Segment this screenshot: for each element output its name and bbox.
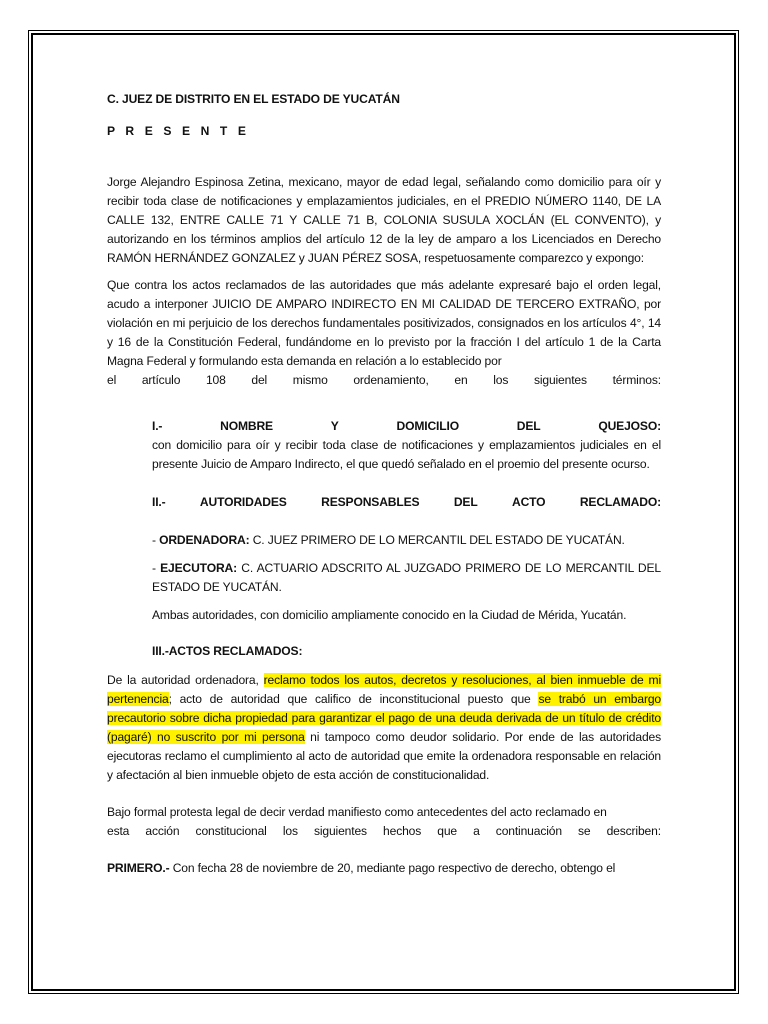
claim-word: ordenamiento, [353, 373, 429, 387]
ejecutora-label: EJECUTORA: [160, 561, 238, 575]
addressee: C. JUEZ DE DISTRITO EN EL ESTADO DE YUCATÁN [107, 92, 400, 106]
ordenadora-label: ORDENADORA: [159, 533, 250, 547]
ejecutora-line: - EJECUTORA: C. ACTUARIO ADSCRITO AL JUZGADO PRIMERO DE LO MERCANTIL DEL ESTADO DE YUCATÁN. [152, 561, 661, 594]
claim-word: los [493, 373, 509, 387]
highlight-1: reclamo todos los autos, decretos y resoluciones, al bien inmueble de mi pertenencia [107, 673, 662, 706]
heading-word: DEL [453, 495, 478, 509]
protesta-word: continuación [495, 824, 562, 838]
presente-heading: P R E S E N T E [107, 124, 250, 138]
heading-word: QUEJOSO: [598, 419, 661, 433]
intro-paragraph: Jorge Alejandro Espinosa Zetina, mexicano, mayor de edad legal, señalando como domicilio para oír y recibir toda clase de notificaciones y emplazamientos judiciales, en el PREDIO NÚMERO 1140, DE LA CALLE 132, ENTRE CALLE 71 Y CALLE 71 B, COLONIA SUSULA XOCLÁN (EL CONVENTO), y autorizando en los términos amplios del artículo 12 de la ley de amparo a los Licenciados en Derecho RAMÓN HERNÁNDEZ GONZALEZ y JUAN PÉREZ SOSA, respetuosamente comparezco y expongo: [107, 175, 661, 265]
actos-text: De la autoridad ordenadora, [107, 673, 264, 687]
protesta-word: los [282, 824, 298, 838]
heading-word: ACTO [511, 495, 546, 509]
heading-word: DOMICILIO [396, 419, 459, 433]
protesta-word: constitucional [195, 824, 267, 838]
protesta-word: siguientes [313, 824, 367, 838]
claim-word: términos: [612, 373, 661, 387]
claim-word: en [454, 373, 468, 387]
heading-word: RESPONSABLES [321, 495, 420, 509]
claim-word: el [107, 373, 117, 387]
protesta-word: a [473, 824, 480, 838]
ambas-autoridades: Ambas autoridades, con domicilio ampliamente conocido en la Ciudad de Mérida, Yucatán. [152, 608, 627, 622]
claim-text: Que contra los actos reclamados de las autoridades que más adelante expresaré bajo el orden legal, acudo a interponer JUICIO DE AMPARO INDIRECTO EN MI CALIDAD DE TERCERO EXTRAÑO, por violación en mi perjuicio de los derechos fundamentales positivizados, consignados en los artículos 4°, 14 y 16 de la Constitución Federal, fundándome en lo previsto por la fracción I del artículo 1 de la Carta Magna Federal y formulando esta demanda en relación a lo establecido por [107, 278, 661, 368]
ordenadora-text: C. JUEZ PRIMERO DE LO MERCANTIL DEL ESTADO DE YUCATÁN. [252, 533, 625, 547]
section1-heading [152, 417, 661, 436]
claim-paragraph [107, 276, 661, 390]
protesta-word: hechos [383, 824, 422, 838]
protesta-last-line [107, 822, 661, 841]
ordenadora-line: - ORDENADORA: C. JUEZ PRIMERO DE LO MERCANTIL DEL ESTADO DE YUCATÁN. [152, 533, 625, 547]
claim-word: siguientes [533, 373, 587, 387]
section-quejoso [152, 417, 661, 661]
protesta-text: Bajo formal protesta legal de decir verdad manifiesto como antecedentes del acto reclamado en [107, 805, 607, 819]
primero-text: Con fecha 28 de noviembre de 20, mediante pago respectivo de derecho, obtengo el [169, 861, 616, 875]
protesta-word: acción [145, 824, 180, 838]
protesta-word: esta [107, 824, 130, 838]
claim-word: mismo [292, 373, 328, 387]
primero-label: PRIMERO.- [107, 861, 170, 875]
primero-paragraph [107, 859, 661, 878]
claim-last-line [107, 371, 661, 390]
heading-word: I.- [152, 419, 163, 433]
heading-word: NOMBRE [220, 419, 273, 433]
heading-word: Y [330, 419, 339, 433]
protesta-word: que [437, 824, 457, 838]
highlight-2: se trabó un embargo precautorio sobre dicha propiedad para garantizar el pago de una deuda derivada de un título de crédito (pagaré) no suscrito por mi persona [107, 692, 661, 744]
actos-text: ; acto de autoridad que califico de inconstitucional puesto que [168, 692, 539, 706]
heading-word: DEL [516, 419, 541, 433]
claim-word: del [251, 373, 268, 387]
ejecutora-text: C. ACTUARIO ADSCRITO AL JUZGADO PRIMERO DE LO MERCANTIL DEL ESTADO DE YUCATÁN. [152, 561, 661, 594]
protesta-paragraph [107, 803, 661, 841]
heading-word: II.- [152, 495, 166, 509]
protesta-word: se [578, 824, 591, 838]
heading-word: AUTORIDADES [199, 495, 287, 509]
document-body [107, 90, 661, 878]
claim-word: artículo [141, 373, 181, 387]
claim-word: 108 [205, 373, 226, 387]
protesta-word: describen: [606, 824, 661, 838]
section1-body: con domicilio para oír y recibir toda clase de notificaciones y emplazamientos judiciales en el presente Juicio de Amparo Indirecto, el que quedó señalado en el proemio del presente ocurso. [152, 438, 661, 471]
actos-text: ni tampoco como deudor solidario. Por ende de las autoridades ejecutoras reclamo el cumplimiento al acto de autoridad que emite la ordenadora responsable en relación y afectación al bien inmueble objeto de esta acción de constitucionalidad. [107, 730, 661, 782]
section3-heading: III.-ACTOS RECLAMADOS: [152, 644, 303, 658]
actos-paragraph [107, 671, 661, 785]
heading-word: RECLAMADO: [579, 495, 661, 509]
section2-heading [152, 493, 661, 512]
